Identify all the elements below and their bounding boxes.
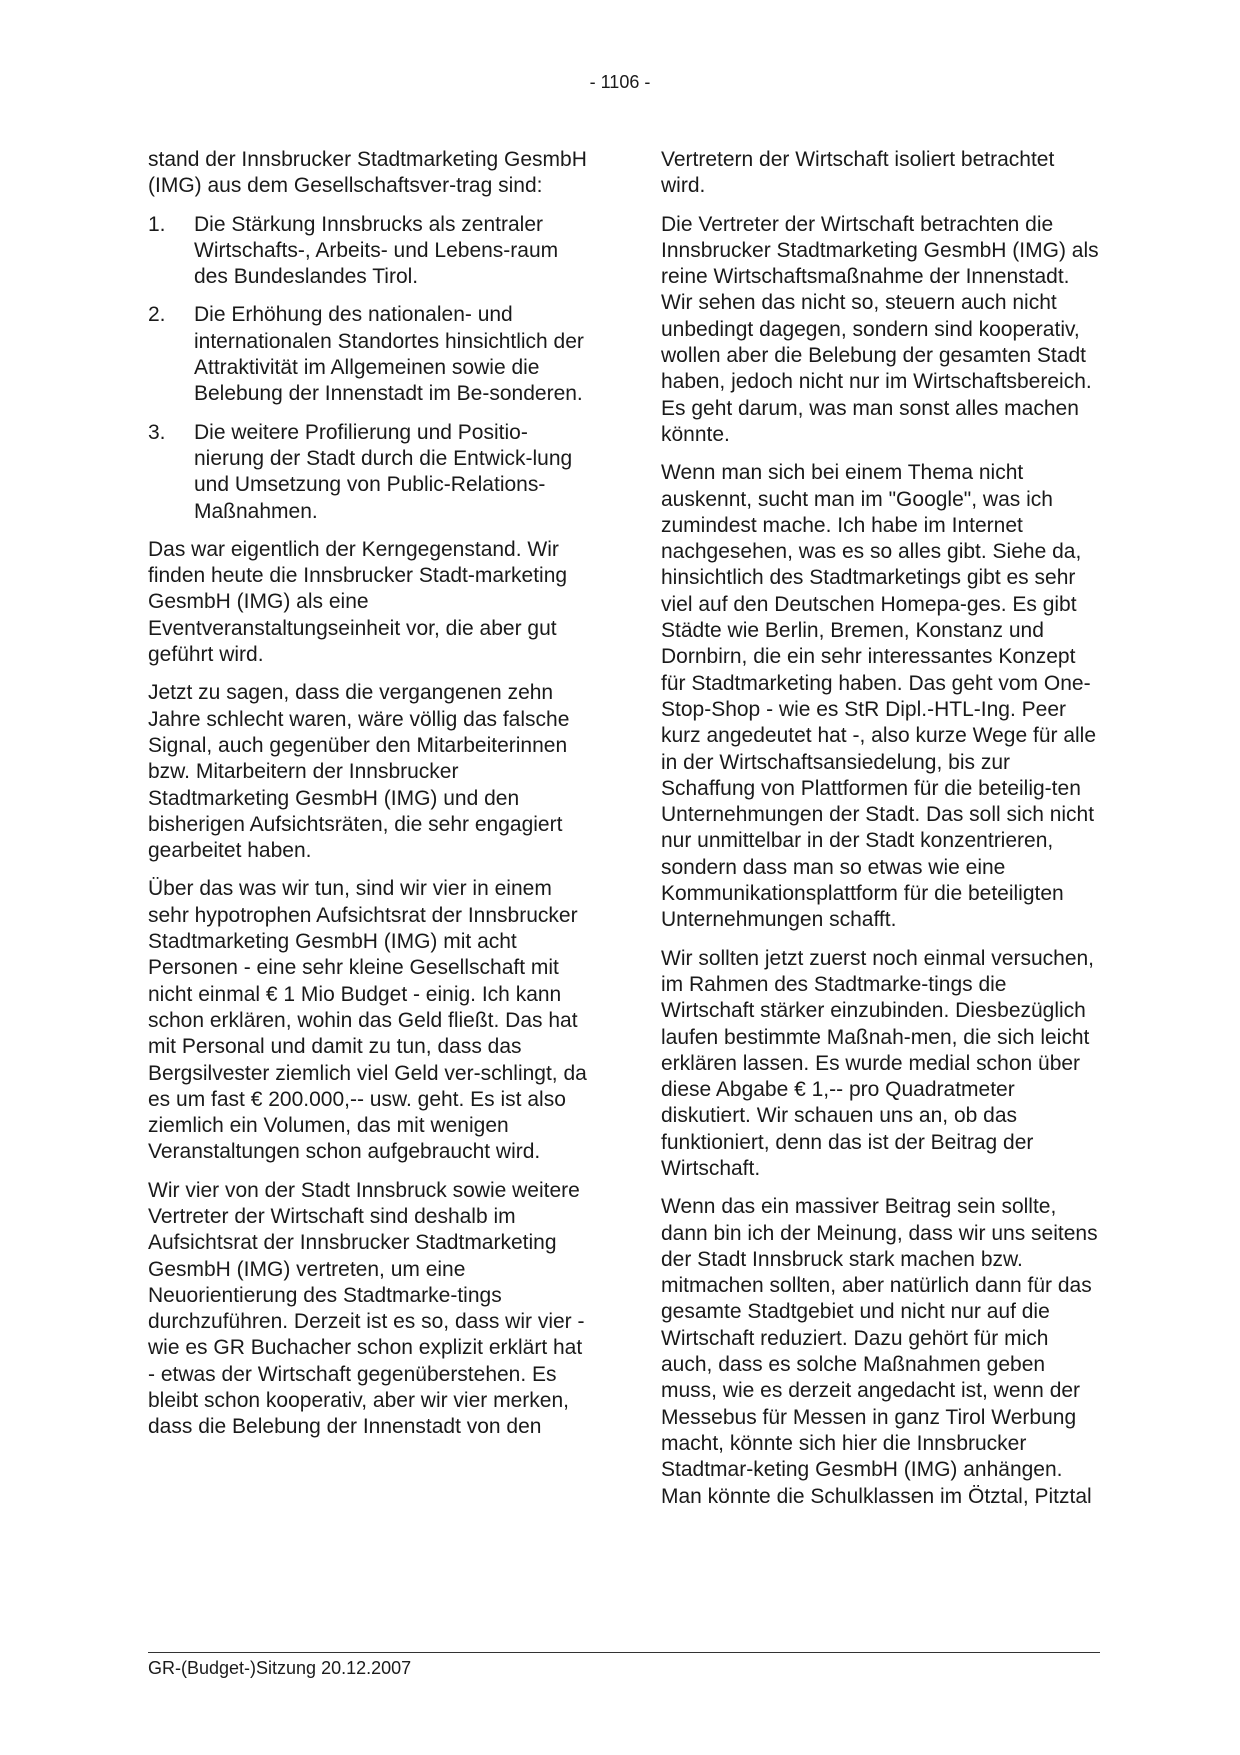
list-item (148, 212, 588, 291)
list-item-number: 3. (148, 420, 166, 444)
objectives-list (148, 212, 588, 525)
paragraph: Wir sollten jetzt zuerst noch einmal versuchen, im Rahmen des Stadtmarke-tings die Wirtschaft stärker einzubinden. Diesbezüglich laufen bestimmte Maßnah-men, die sich leicht erklären lassen. Es wurde medial schon über diese Abgabe € 1,-- pro Quadratmeter diskutiert. Wir schauen uns an, ob das funktioniert, denn das ist der Beitrag der Wirtschaft. (661, 946, 1095, 1180)
list-item-text: Die Stärkung Innsbrucks als zentraler Wirtschafts-, Arbeits- und Lebens-raum des Bundeslandes Tirol. (194, 212, 559, 289)
paragraph: Die Vertreter der Wirtschaft betrachten die Innsbrucker Stadtmarketing GesmbH (IMG) als reine Wirtschaftsmaßnahme der Innenstadt. Wir sehen das nicht so, steuern auch nicht unbedingt dagegen, sondern sind kooperativ, wollen aber die Belebung der gesamten Stadt haben, jedoch nicht nur im Wirtschaftsbereich. Es geht darum, was man sonst alles machen könnte. (661, 212, 1099, 446)
page-number: - 1106 - (589, 72, 651, 92)
list-item-number: 1. (148, 212, 166, 236)
list-item-text: Die Erhöhung des nationalen- und internationalen Standortes hinsichtlich der Attraktivität im Allgemeinen sowie die Belebung der Innenstadt im Be-sonderen. (194, 303, 584, 406)
list-item-number: 2. (148, 303, 166, 327)
list-item-text: Die weitere Profilierung und Positio-nierung der Stadt durch die Entwick-lung und Umsetzung von Public-Relations-Maßnahmen. (194, 420, 573, 523)
paragraph: Wenn man sich bei einem Thema nicht auskennt, sucht man im "Google", was ich zumindest mache. Ich habe im Internet nachgesehen, was es so alles gibt. Siehe da, hinsichtlich des Stadtmarketings gibt es sehr viel auf den Deutschen Homepa-ges. Es gibt Städte wie Berlin, Bremen, Konstanz und Dornbirn, die ein sehr interessantes Konzept für Stadtmarketing haben. Das geht vom One-Stop-Shop - wie es StR Dipl.-HTL-Ing. Peer kurz angedeutet hat -, also kurze Wege für alle in der Wirtschaftsansiedelung, bis zur Schaffung von Plattformen für die beteilig-ten Unternehmungen der Stadt. Das soll sich nicht nur unmittelbar in der Stadt konzentrieren, sondern dass man so etwas wie eine Kommunikationsplattform für die beteiligten Unternehmungen schafft. (661, 461, 1097, 932)
list-item (148, 420, 588, 525)
paragraph: Über das was wir tun, sind wir vier in einem sehr hypotrophen Aufsichtsrat der Innsbrucker Stadtmarketing GesmbH (IMG) mit acht Personen - eine sehr kleine Gesellschaft mit nicht einmal € 1 Mio Budget - einig. Ich kann schon erklären, wohin das Geld fließt. Das hat mit Personal und damit zu tun, dass das Bergsilvester ziemlich viel Geld ver-schlingt, da es um fast € 200.000,-- usw. geht. Es ist also ziemlich ein Volumen, das mit wenigen Veranstaltungen schon aufgebraucht wird. (148, 877, 587, 1164)
right-column (661, 147, 1101, 1522)
footer-session-label: GR-(Budget-)Sitzung 20.12.2007 (148, 1658, 412, 1678)
intro-paragraph: stand der Innsbrucker Stadtmarketing GesmbH (IMG) aus dem Gesellschaftsver-trag sind: (148, 148, 587, 198)
paragraph: Wenn das ein massiver Beitrag sein sollte, dann bin ich der Meinung, dass wir uns seitens der Stadt Innsbruck stark machen bzw. mitmachen sollten, aber natürlich dann für das gesamte Stadtgebiet und nicht nur auf die Wirtschaft reduziert. Dazu gehört für mich auch, dass es solche Maßnahmen geben muss, wie es derzeit angedacht ist, wenn der Messebus für Messen in ganz Tirol Werbung macht, könnte sich hier die Innsbrucker Stadtmar-keting GesmbH (IMG) anhängen. Man könnte die Schulklassen im Ötztal, Pitztal (661, 1195, 1098, 1508)
left-column (148, 147, 588, 1453)
paragraph: Das war eigentlich der Kerngegenstand. Wir finden heute die Innsbrucker Stadt-marketing GesmbH (IMG) als eine Eventveranstaltungseinheit vor, die aber gut geführt wird. (148, 537, 568, 667)
paragraph: Wir vier von der Stadt Innsbruck sowie weitere Vertreter der Wirtschaft sind deshalb im Aufsichtsrat der Innsbrucker Stadtmarketing GesmbH (IMG) vertreten, um eine Neuorientierung des Stadtmarke-tings durchzuführen. Derzeit ist es so, dass wir vier - wie es GR Buchacher schon explizit erklärt hat - etwas der Wirtschaft gegenüberstehen. Es bleibt schon kooperativ, aber wir vier merken, dass die Belebung der Innenstadt von den (148, 1178, 585, 1439)
paragraph: Vertretern der Wirtschaft isoliert betrachtet wird. (661, 148, 1055, 198)
list-item (148, 302, 588, 407)
paragraph: Jetzt zu sagen, dass die vergangenen zehn Jahre schlecht waren, wäre völlig das falsche Signal, auch gegenüber den Mitarbeiterinnen bzw. Mitarbeitern der Innsbrucker Stadtmarketing GesmbH (IMG) und den bisherigen Aufsichtsräten, die sehr engagiert gearbeitet haben. (148, 681, 570, 863)
footer-divider (148, 1652, 1100, 1653)
